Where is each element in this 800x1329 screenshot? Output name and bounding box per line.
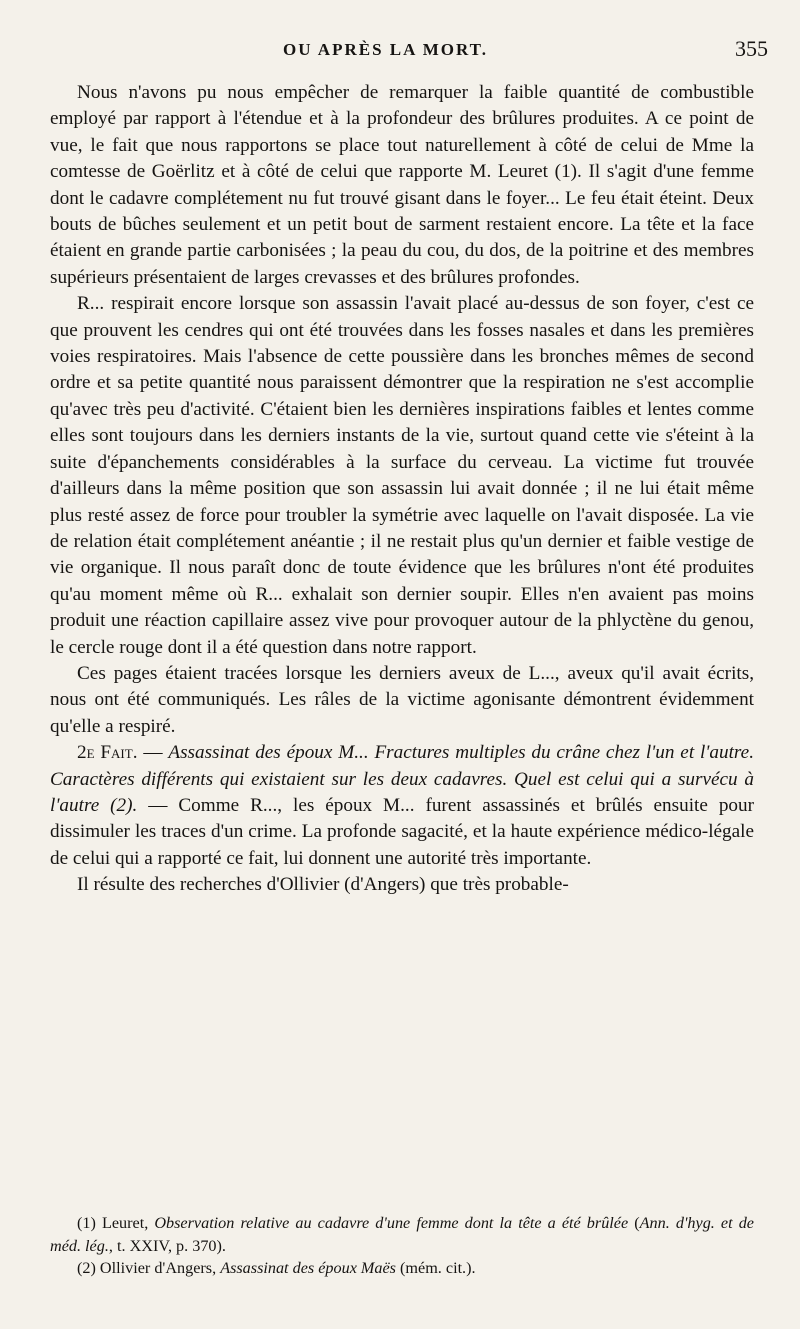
footnote-1-ref: , t. XXIV, p. 370). — [108, 1236, 226, 1255]
body-text — [50, 80, 754, 899]
paragraph-aveux: Ces pages étaient tracées lorsque les derniers aveux de L..., aveux qu'il avait écrits, nous ont été communiqués. Les râles de la victime agonisante démontrent évidemment qu'elle a respiré. — [50, 662, 754, 737]
footnote-1 — [50, 1212, 754, 1257]
page-number: 355 — [735, 36, 768, 61]
footnote-1-author: (1) Leuret, — [77, 1214, 155, 1232]
fait-2-label: 2e Fait. — [77, 742, 138, 764]
paragraph-fait-2 — [50, 740, 754, 872]
footnote-2 — [50, 1257, 754, 1280]
footnotes — [50, 1212, 754, 1280]
running-title: OU APRÈS LA MORT. — [283, 40, 488, 59]
fait-2-title: Assassinat des époux M... Fractures multiples du crâne chez l'un et l'autre. Caractères différents qui existaient sur les deux cadavres. Quel est celui qui a survécu à l'autre (2). — [50, 742, 754, 816]
paragraph-ollivier: Il résulte des recherches d'Ollivier (d'Angers) que très probable- — [77, 874, 569, 896]
fait-2-dash: — — [137, 742, 169, 764]
footnote-2-ref: (mém. cit.). — [395, 1259, 476, 1277]
footnote-1-title: Observation relative au cadavre d'une femme dont la tête a été brûlée — [154, 1214, 629, 1232]
footnote-1-journal: Ann. d'hyg. et de méd. lég. — [50, 1214, 754, 1255]
paragraph-respiration: R... respirait encore lorsque son assassin l'avait placé au-dessus de son foyer, c'est ce que prouvent les cendres qui ont été trouvées dans les fosses nasales et dans les premières voies respiratoires. Mais l'absence de cette poussière dans les bronches mêmes de second ordre et sa petite quantité nous paraissent démontrer que la respiration ne s'est accomplie qu'avec très peu d'activité. C'étaient bien les dernières inspirations faibles et lentes comme elles sont toujours dans les derniers instants de la vie, surtout quand cette vie s'éteint à la suite d'épanchements considérables à la surface du cerveau. La victime fut trouvée d'ailleurs dans la même position que son assassin lui avait donnée ; il ne lui était même plus resté assez de force pour troubler la symétrie avec laquelle on l'avait disposée. La vie de relation était complétement anéantie ; il ne restait plus qu'un dernier et faible vestige de vie organique. Il nous paraît donc de toute évidence que les brûlures n'ont été produites qu'au moment même où R... exhalait son dernier soupir. Elles n'en avaient pas moins produit une réaction capillaire assez vive pour provoquer autour de la phlyctène du genou, le cercle rouge dont il a été question dans notre rapport. — [50, 293, 754, 658]
footnote-2-title: Assassinat des époux Maës — [220, 1259, 396, 1277]
footnote-1-open: ( — [628, 1214, 640, 1232]
fait-2-text: — Comme R..., les époux M... furent assassinés et brûlés ensuite pour dissimuler les traces d'un crime. La profonde sagacité, et la haute expérience médico-légale de celui qui a rapporté ce fait, lui donnent une autorité très importante. — [50, 794, 754, 869]
footnote-2-author: (2) Ollivier d'Angers, — [77, 1259, 221, 1277]
running-head — [0, 36, 800, 66]
paragraph-combustible: Nous n'avons pu nous empêcher de remarquer la faible quantité de combustible employé par rapport à l'étendue et à la profondeur des brûlures produites. A ce point de vue, le fait que nous rapportons se place tout naturellement à côté de celui de Mme la comtesse de Goërlitz et à côté de celui que rapporte M. Leuret (1). Il s'agit d'une femme dont le cadavre complétement nu fut trouvé gisant dans le foyer... Le feu était éteint. Deux bouts de bûches seulement et un petit bout de sarment restaient encore. La tête et la face étaient en grande partie carbonisées ; la peau du cou, du dos, de la poitrine et des membres supérieurs présentaient de larges crevasses et des brûlures profondes. — [50, 82, 754, 288]
